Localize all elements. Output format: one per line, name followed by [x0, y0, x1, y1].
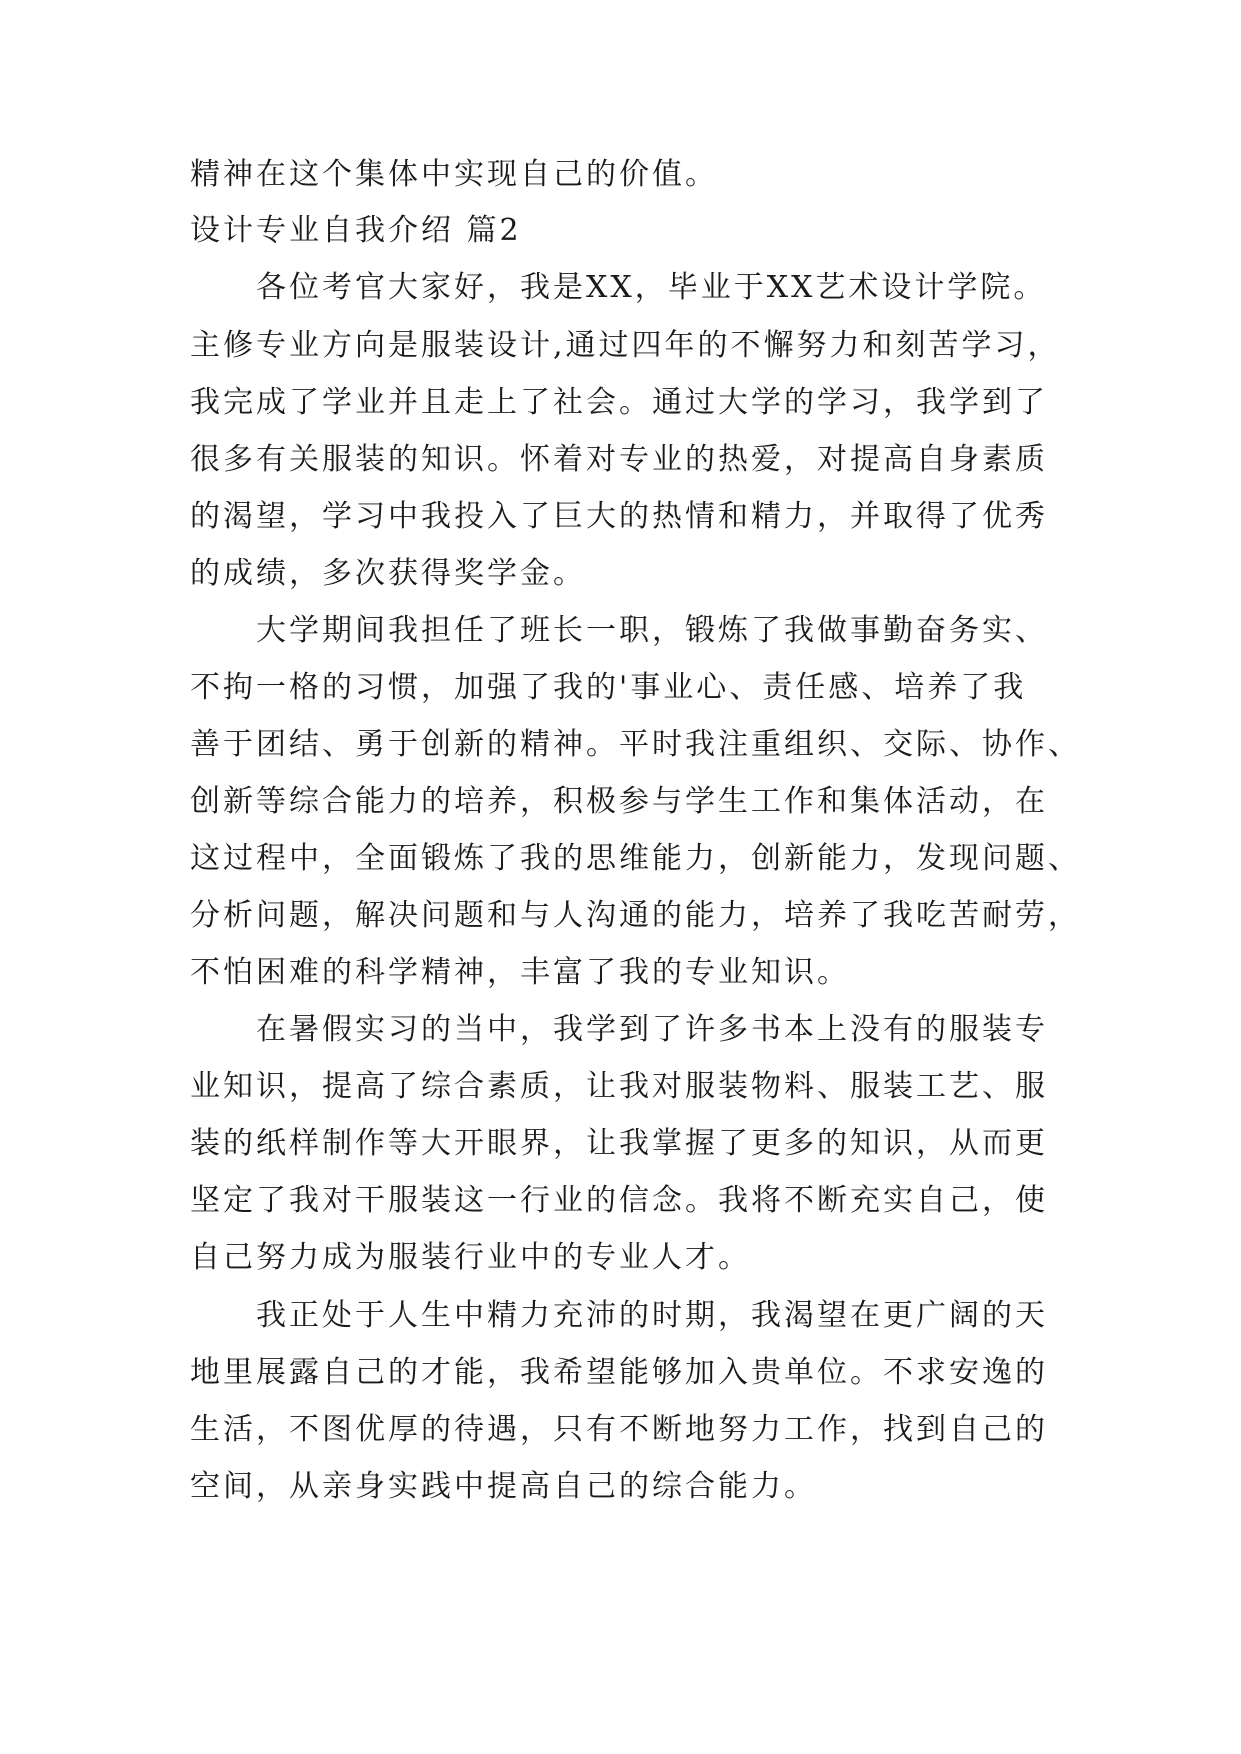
paragraph-1-line: 的渴望，学习中我投入了巨大的热情和精力，并取得了优秀: [190, 499, 1048, 534]
paragraph-2-line: 善于团结、勇于创新的精神。平时我注重组织、交际、协作、: [190, 727, 1081, 762]
paragraph-4-line: 空间，从亲身实践中提高自己的综合能力。: [190, 1469, 817, 1504]
paragraph-2-line: 创新等综合能力的培养，积极参与学生工作和集体活动，在: [190, 784, 1048, 819]
paragraph-2-line: 不怕困难的科学精神，丰富了我的专业知识。: [190, 955, 850, 990]
paragraph-1-line: 的成绩，多次获得奖学金。: [190, 556, 586, 591]
paragraph-1-line: 我完成了学业并且走上了社会。通过大学的学习，我学到了: [190, 385, 1048, 420]
paragraph-2-line: 这过程中，全面锻炼了我的思维能力，创新能力，发现问题、: [190, 841, 1081, 876]
paragraph-3-line: 装的纸样制作等大开眼界，让我掌握了更多的知识，从而更: [190, 1126, 1048, 1161]
paragraph-3-line: 坚定了我对干服装这一行业的信念。我将不断充实自己，使: [190, 1183, 1048, 1218]
paragraph-4-line: 地里展露自己的才能，我希望能够加入贵单位。不求安逸的: [190, 1355, 1048, 1390]
paragraph-3-line: 业知识，提高了综合素质，让我对服装物料、服装工艺、服: [190, 1069, 1048, 1104]
paragraph-3-line: 自己努力成为服装行业中的专业人才。: [190, 1240, 751, 1275]
paragraph-1-line: 各位考官大家好，我是XX，毕业于XX艺术设计学院。: [256, 270, 1047, 305]
paragraph-2-line: 不拘一格的习惯，加强了我的'事业心、责任感、培养了我: [190, 670, 1027, 705]
paragraph-4-line: 我正处于人生中精力充沛的时期，我渴望在更广阔的天: [256, 1298, 1048, 1333]
text-line: 精神在这个集体中实现自己的价值。: [190, 157, 718, 192]
paragraph-2-line: 大学期间我担任了班长一职，锻炼了我做事勤奋务实、: [256, 613, 1048, 648]
paragraph-2-line: 分析问题，解决问题和与人沟通的能力，培养了我吃苦耐劳，: [190, 898, 1081, 933]
paragraph-1-line: 很多有关服装的知识。怀着对专业的热爱，对提高自身素质: [190, 442, 1048, 477]
paragraph-1-line: 主修专业方向是服装设计,通过四年的不懈努力和刻苦学习，: [190, 328, 1061, 363]
paragraph-4-line: 生活，不图优厚的待遇，只有不断地努力工作，找到自己的: [190, 1412, 1048, 1447]
paragraph-3-line: 在暑假实习的当中，我学到了许多书本上没有的服装专: [256, 1012, 1048, 1047]
section-heading: 设计专业自我介绍 篇2: [190, 213, 522, 248]
